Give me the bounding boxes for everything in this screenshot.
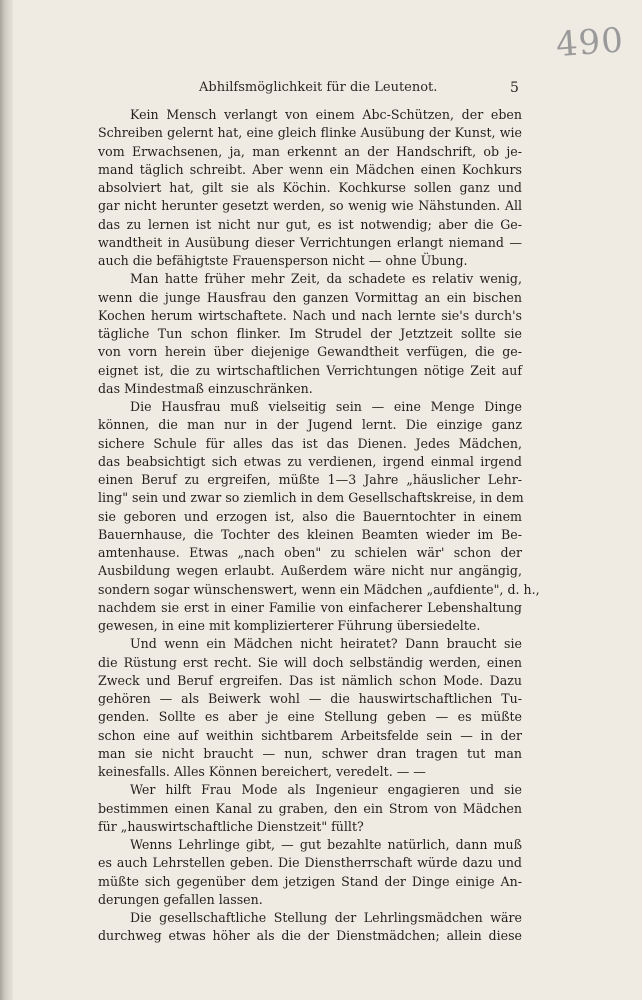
text-line: Wenns Lehrlinge gibt, — gut bezahlte natürlich, dann muß <box>130 837 522 852</box>
text-line: schon eine auf weithin sichtbarem Arbeitsfelde sein — in der <box>98 727 522 743</box>
text-line: Zweck und Beruf ergreifen. Das ist nämlich schon Mode. Dazu <box>98 672 522 688</box>
text-line: gehören — als Beiwerk wohl — die hauswirtschaftlichen Tu- <box>98 691 522 706</box>
running-title: Abhilfsmöglichkeit für die Leutenot. <box>199 80 438 95</box>
text-line: Kochen herum wirtschaftete. Nach und nach lernte sie's durch's <box>98 307 522 323</box>
handwritten-page-annotation: 490 <box>554 20 626 66</box>
text-line: genden. Sollte es aber je eine Stellung geben — es müßte <box>98 709 522 725</box>
text-line: amtenhause. Etwas „nach oben" zu schielen wär' schon der <box>98 545 522 560</box>
text-line: können, die man nur in der Jugend lernt. Die einzige ganz <box>98 417 522 433</box>
text-line: es auch Lehrstellen geben. Die Dienstherrschaft würde dazu und <box>98 855 522 871</box>
text-line: vom Erwachsenen, ja, man erkennt an der Handschrift, ob je- <box>98 143 522 159</box>
text-line: Schreiben gelernt hat, eine gleich flinke Ausübung der Kunst, wie <box>98 125 522 141</box>
text-line: man sie nicht braucht — nun, schwer dran tragen tut man <box>98 745 522 761</box>
text-line: gar nicht herunter gesetzt werden, so wenig wie Nähstunden. All <box>98 198 522 214</box>
text-line: auch die befähigtste Frauensperson nicht — ohne Übung. <box>98 253 468 268</box>
text-line: sie geboren und erzogen ist, also die Bauerntochter in einem <box>98 508 522 524</box>
text-line: von vorn herein über diejenige Gewandtheit verfügen, die ge- <box>98 344 522 360</box>
text-line: gewesen, in eine mit komplizierterer Führung übersiedelte. <box>98 618 481 633</box>
text-line: sichere Schule für alles das ist das Dienen. Jedes Mädchen, <box>98 435 522 451</box>
text-line: derungen gefallen lassen. <box>98 891 263 907</box>
text-line: das beabsichtigt sich etwas zu verdienen, irgend einmal irgend <box>98 453 522 469</box>
text-line: Die gesellschaftliche Stellung der Lehrlingsmädchen wäre <box>130 910 522 925</box>
text-line: das zu lernen ist nicht nur gut, es ist notwendig; aber die Ge- <box>98 216 522 232</box>
text-line: tägliche Tun schon flinker. Im Strudel der Jetztzeit sollte sie <box>98 326 522 341</box>
text-line: wandtheit in Ausübung dieser Verrichtungen erlangt niemand — <box>98 234 522 250</box>
text-line: einen Beruf zu ergreifen, müßte 1—3 Jahre „häuslicher Lehr- <box>98 472 522 487</box>
text-line: die Rüstung erst recht. Sie will doch selbständig werden, einen <box>98 654 522 670</box>
page-number: 5 <box>510 80 519 96</box>
text-line: absolviert hat, gilt sie als Köchin. Kochkurse sollen ganz und <box>98 180 522 195</box>
text-line: durchweg etwas höher als die der Dienstmädchen; allein diese <box>98 928 522 944</box>
text-line: wenn die junge Hausfrau den ganzen Vormittag an ein bischen <box>98 289 522 305</box>
text-line: Kein Mensch verlangt von einem Abc-Schützen, der eben <box>130 107 522 122</box>
text-line: mand täglich schreibt. Aber wenn ein Mädchen einen Kochkurs <box>98 161 522 177</box>
running-head <box>0 78 642 98</box>
text-line: ling" sein und zwar so ziemlich in dem Gesellschaftskreise, in dem <box>98 490 524 506</box>
text-line: eignet ist, die zu wirtschaftlichen Verrichtungen nötige Zeit auf <box>98 362 522 378</box>
text-line: Ausbildung wegen erlaubt. Außerdem wäre nicht nur angängig, <box>98 563 522 579</box>
text-line: das Mindestmaß einzuschränken. <box>98 380 313 396</box>
text-line: Und wenn ein Mädchen nicht heiratet? Dann braucht sie <box>130 636 522 652</box>
text-line: nachdem sie erst in einer Familie von einfacherer Lebenshaltung <box>98 599 522 615</box>
page-binding-shadow <box>0 0 13 1000</box>
text-line: bestimmen einen Kanal zu graben, den ein Strom von Mädchen <box>98 800 522 816</box>
text-line: Die Hausfrau muß vielseitig sein — eine Menge Dinge <box>130 399 522 414</box>
text-line: sondern sogar wünschenswert, wenn ein Mädchen „aufdiente", d. h., <box>98 581 540 597</box>
body-text <box>98 106 540 946</box>
text-line: keinesfalls. Alles Können bereichert, veredelt. — — <box>98 764 426 779</box>
text-line: Man hatte früher mehr Zeit, da schadete es relativ wenig, <box>130 271 522 287</box>
text-line: Bauernhause, die Tochter des kleinen Beamten wieder im Be- <box>98 526 522 542</box>
text-line: Wer hilft Frau Mode als Ingenieur engagieren und sie <box>130 782 522 798</box>
text-line: für „hauswirtschaftliche Dienstzeit" füllt? <box>98 818 364 834</box>
text-line: müßte sich gegenüber dem jetzigen Stand der Dinge einige An- <box>98 873 522 889</box>
